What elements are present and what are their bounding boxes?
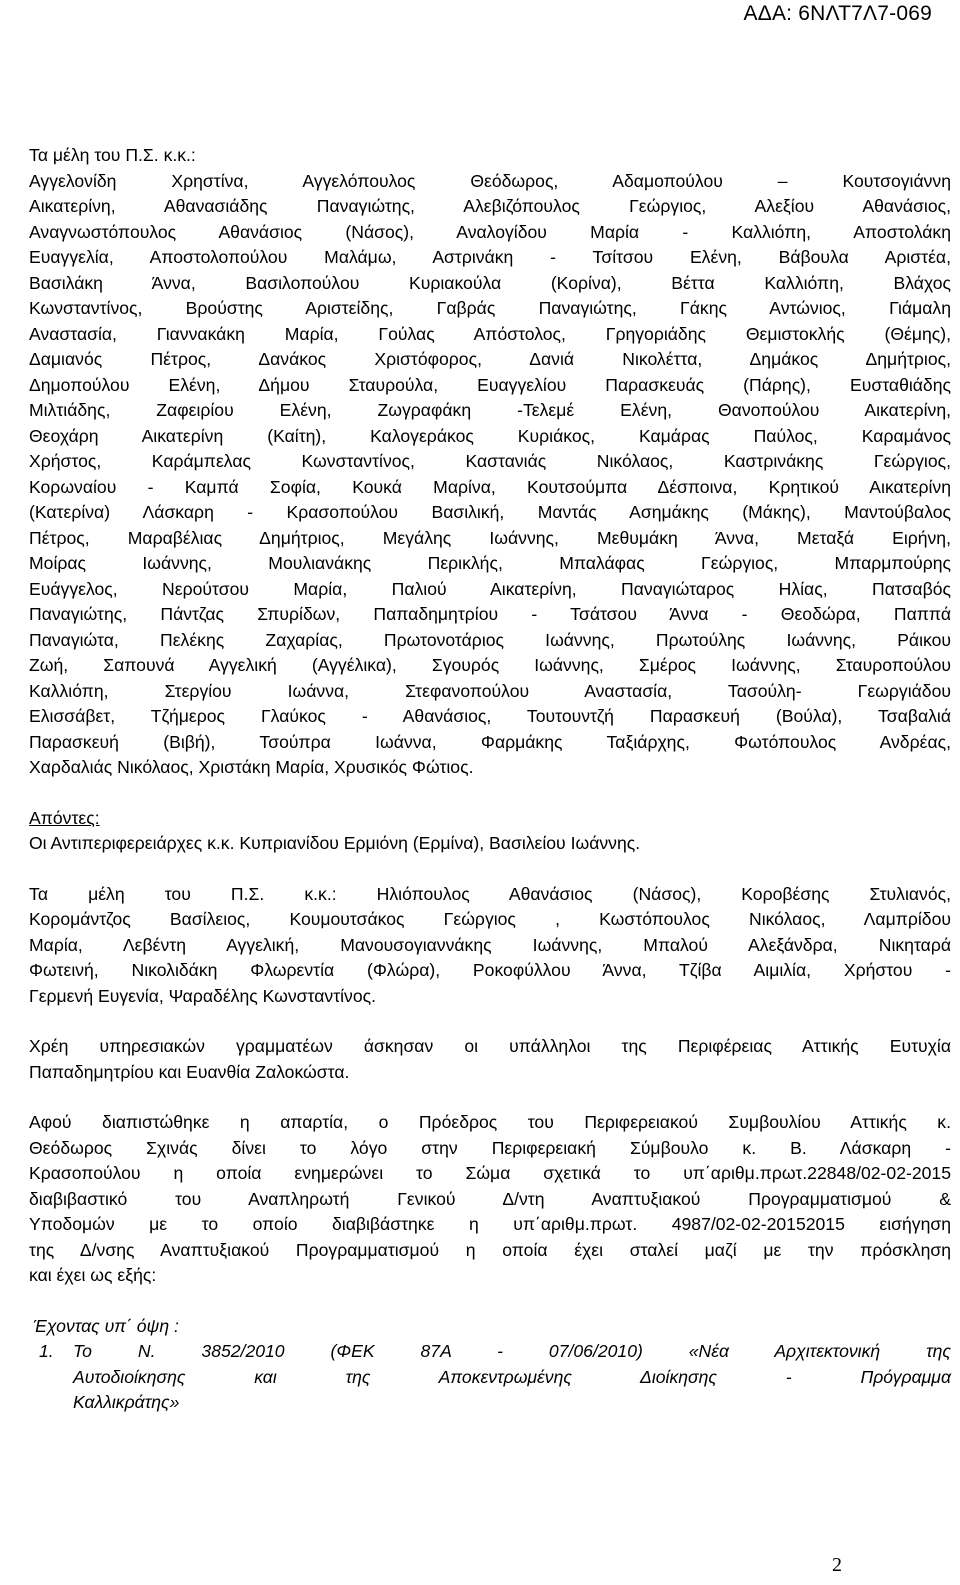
quorum-line: Κρασοπούλου η οποία ενημερώνει το Σώμα σχετικά το υπ΄αριθμ.πρωτ.22848/02-02-2015 <box>29 1163 951 1183</box>
members-line: Δαμιανός Πέτρος, Δανάκος Χριστόφορος, Δανιά Νικολέττα, Δημάκος Δημήτριος, <box>29 349 951 369</box>
members-line: Αναστασία, Γιαννακάκη Μαρία, Γούλας Απόστολος, Γρηγοριάδης Θεμιστοκλής (Θέμης), <box>29 323 951 344</box>
ada-code: ΑΔΑ: 6ΝΛΤ7Λ7-069 <box>743 2 932 25</box>
members-intro: Τα μέλη του Π.Σ. κ.κ.: <box>29 145 196 165</box>
item-line: Καλλικράτης» <box>73 1392 180 1412</box>
members-line: Ελισσάβετ, Τζήμερος Γλαύκος - Αθανάσιος, Τουτουντζή Παρασκευή (Βούλα), Τσαβαλιά <box>29 706 951 726</box>
quorum-paragraph <box>29 1110 951 1289</box>
page-number: 2 <box>832 1554 842 1576</box>
absent-members-line: Φωτεινή, Νικολιδάκη Φλωρεντία (Φλώρα), Ροκοφύλλου Άννα, Τζίβα Αιμιλία, Χρήστου - <box>29 960 951 980</box>
item-line: Το Ν. 3852/2010 (ΦΕΚ 87Α - 07/06/2010) «Νέα Αρχιτεκτονική της <box>73 1341 951 1361</box>
members-line: Χρήστος, Καράμπελας Κωνσταντίνος, Καστανιάς Νικόλαος, Καστρινάκης Γεώργιος, <box>29 451 951 471</box>
members-line: Καλλιόπη, Στεργίου Ιωάννα, Στεφανοπούλου Αναστασία, Τασούλη- Γεωργιάδου <box>29 680 951 701</box>
members-line: (Κατερίνα) Λάσκαρη - Κρασοπούλου Βασιλική, Μαντάς Ασημάκης (Μάκης), Μαντούβαλος <box>29 502 951 522</box>
members-line: Ευάγγελος, Νερούτσου Μαρία, Παλιού Αικατερίνη, Παναγιώταρος Ηλίας, Πατσαβός <box>29 578 951 599</box>
considering-heading: Έχοντας υπ΄ όψη : <box>33 1315 179 1336</box>
item-number: 1. <box>39 1341 54 1361</box>
members-line: Παναγιώτης, Πάντζας Σπυρίδων, Παπαδημητρίου - Τσάτσου Άννα - Θεοδώρα, Παππά <box>29 604 951 624</box>
absent-members-line: Τα μέλη του Π.Σ. κ.κ.: Ηλιόπουλος Αθανάσιος (Νάσος), Κοροβέσης Στυλιανός, <box>29 883 951 904</box>
members-present-section <box>29 143 951 781</box>
minutes-body <box>29 143 951 1416</box>
considering-item <box>29 1339 951 1416</box>
members-line: Παναγιώτα, Πελέκης Ζαχαρίας, Πρωτονοτάριος Ιωάννης, Πρωτούλης Ιωάννης, Ράικου <box>29 629 951 650</box>
members-line: Βασιλάκη Άννα, Βασιλοπούλου Κυριακούλα (Κορίνα), Βέττα Καλλιόπη, Βλάχος <box>29 272 951 293</box>
members-line: Αναγνωστόπουλος Αθανάσιος (Νάσος), Αναλογίδου Μαρία - Καλλιόπη, Αποστολάκη <box>29 221 951 242</box>
members-line: Χαρδαλιάς Νικόλαος, Χριστάκη Μαρία, Χρυσικός Φώτιος. <box>29 757 474 777</box>
secretaries-line: Χρέη υπηρεσιακών γραμματέων άσκησαν οι υπάλληλοι της Περιφέρειας Αττικής Ευτυχία <box>29 1036 951 1056</box>
members-line: Παρασκευή (Βιβή), Τσούπρα Ιωάννα, Φαρμάκης Ταξιάρχης, Φωτόπουλος Ανδρέας, <box>29 731 951 752</box>
members-line: Κορωναίου - Καμπά Σοφία, Κουκά Μαρίνα, Κουτσούμπα Δέσποινα, Κρητικού Αικατερίνη <box>29 476 951 497</box>
members-line: Μιλτιάδης, Ζαφειρίου Ελένη, Ζωγραφάκη -Τελεμέ Ελένη, Θανοπούλου Αικατερίνη, <box>29 400 951 420</box>
members-line: Μοίρας Ιωάννης, Μουλιανάκης Περικλής, Μπαλάφας Γεώργιος, Μπαρμπούρης <box>29 553 951 573</box>
members-line: Θεοχάρη Αικατερίνη (Καίτη), Καλογεράκος Κυριάκος, Καμάρας Παύλος, Καραμάνος <box>29 425 951 446</box>
quorum-line: διαβιβαστικό του Αναπληρωτή Γενικού Δ/ντη Αναπτυξιακού Προγραμματισμού & <box>29 1188 951 1209</box>
quorum-line: Θεόδωρος Σχινάς δίνει το λόγο στην Περιφερειακή Σύμβουλο κ. Β. Λάσκαρη - <box>29 1137 951 1158</box>
absent-members-section <box>29 882 951 1010</box>
absent-vice-governors: Οι Αντιπεριφερειάρχες κ.κ. Κυπριανίδου Ερμιόνη (Ερμίνα), Βασιλείου Ιωάννης. <box>29 833 641 853</box>
quorum-line: και έχει ως εξής: <box>29 1265 157 1285</box>
secretaries-paragraph <box>29 1034 951 1085</box>
members-line: Ζωή, Σαπουνά Αγγελική (Αγγέλικα), Σγουρός Ιωάννης, Σμέρος Ιωάννης, Σταυροπούλου <box>29 655 951 675</box>
members-line: Αικατερίνη, Αθανασιάδης Παναγιώτης, Αλεβιζόπουλος Γεώργιος, Αλεξίου Αθανάσιος, <box>29 196 951 216</box>
absent-members-line: Μαρία, Λεβέντη Αγγελική, Μανουσογιαννάκης Ιωάννης, Μπαλού Αλεξάνδρα, Νικηταρά <box>29 934 951 955</box>
item-line: Αυτοδιοίκησης και της Αποκεντρωμένης Διοίκησης - Πρόγραμμα <box>73 1366 951 1387</box>
members-line: Ευαγγελία, Αποστολοπούλου Μαλάμω, Αστρινάκη - Τσίτσου Ελένη, Βάβουλα Αριστέα, <box>29 247 951 267</box>
members-line: Αγγελονίδη Χρηστίνα, Αγγελόπουλος Θεόδωρος, Αδαμοπούλου – Κουτσογιάννη <box>29 170 951 191</box>
members-line: Κωνσταντίνος, Βρούστης Αριστείδης, Γαβράς Παναγιώτης, Γάκης Αντώνιος, Γιάμαλη <box>29 298 951 318</box>
members-line: Δημοπούλου Ελένη, Δήμου Σταυρούλα, Ευαγγελίου Παρασκευάς (Πάρης), Ευσταθιάδης <box>29 374 951 395</box>
absent-members-line: Γερμενή Ευγενία, Ψαραδέλης Κωνσταντίνος. <box>29 985 376 1006</box>
quorum-line: Υποδομών με το οποίο διαβιβάστηκε η υπ΄αριθμ.πρωτ. 4987/02-02-20152015 εισήγηση <box>29 1214 951 1234</box>
absent-section <box>29 806 951 857</box>
absent-members-line: Κορομάντζος Βασίλειος, Κουμουτσάκος Γεώργιος , Κωστόπουλος Νικόλαος, Λαμπρίδου <box>29 909 951 929</box>
considering-section <box>29 1314 951 1416</box>
secretaries-line: Παπαδημητρίου και Ευανθία Ζαλοκώστα. <box>29 1061 350 1082</box>
quorum-line: Αφού διαπιστώθηκε η απαρτία, ο Πρόεδρος του Περιφερειακού Συμβουλίου Αττικής κ. <box>29 1112 951 1132</box>
quorum-line: της Δ/νσης Αναπτυξιακού Προγραμματισμού η οποία έχει σταλεί μαζί με την πρόσκληση <box>29 1239 951 1260</box>
absent-heading: Απόντες: <box>29 807 100 828</box>
members-line: Πέτρος, Μαραβέλιας Δημήτριος, Μεγάλης Ιωάννης, Μεθυμάκη Άννα, Μεταξά Ειρήνη, <box>29 527 951 548</box>
